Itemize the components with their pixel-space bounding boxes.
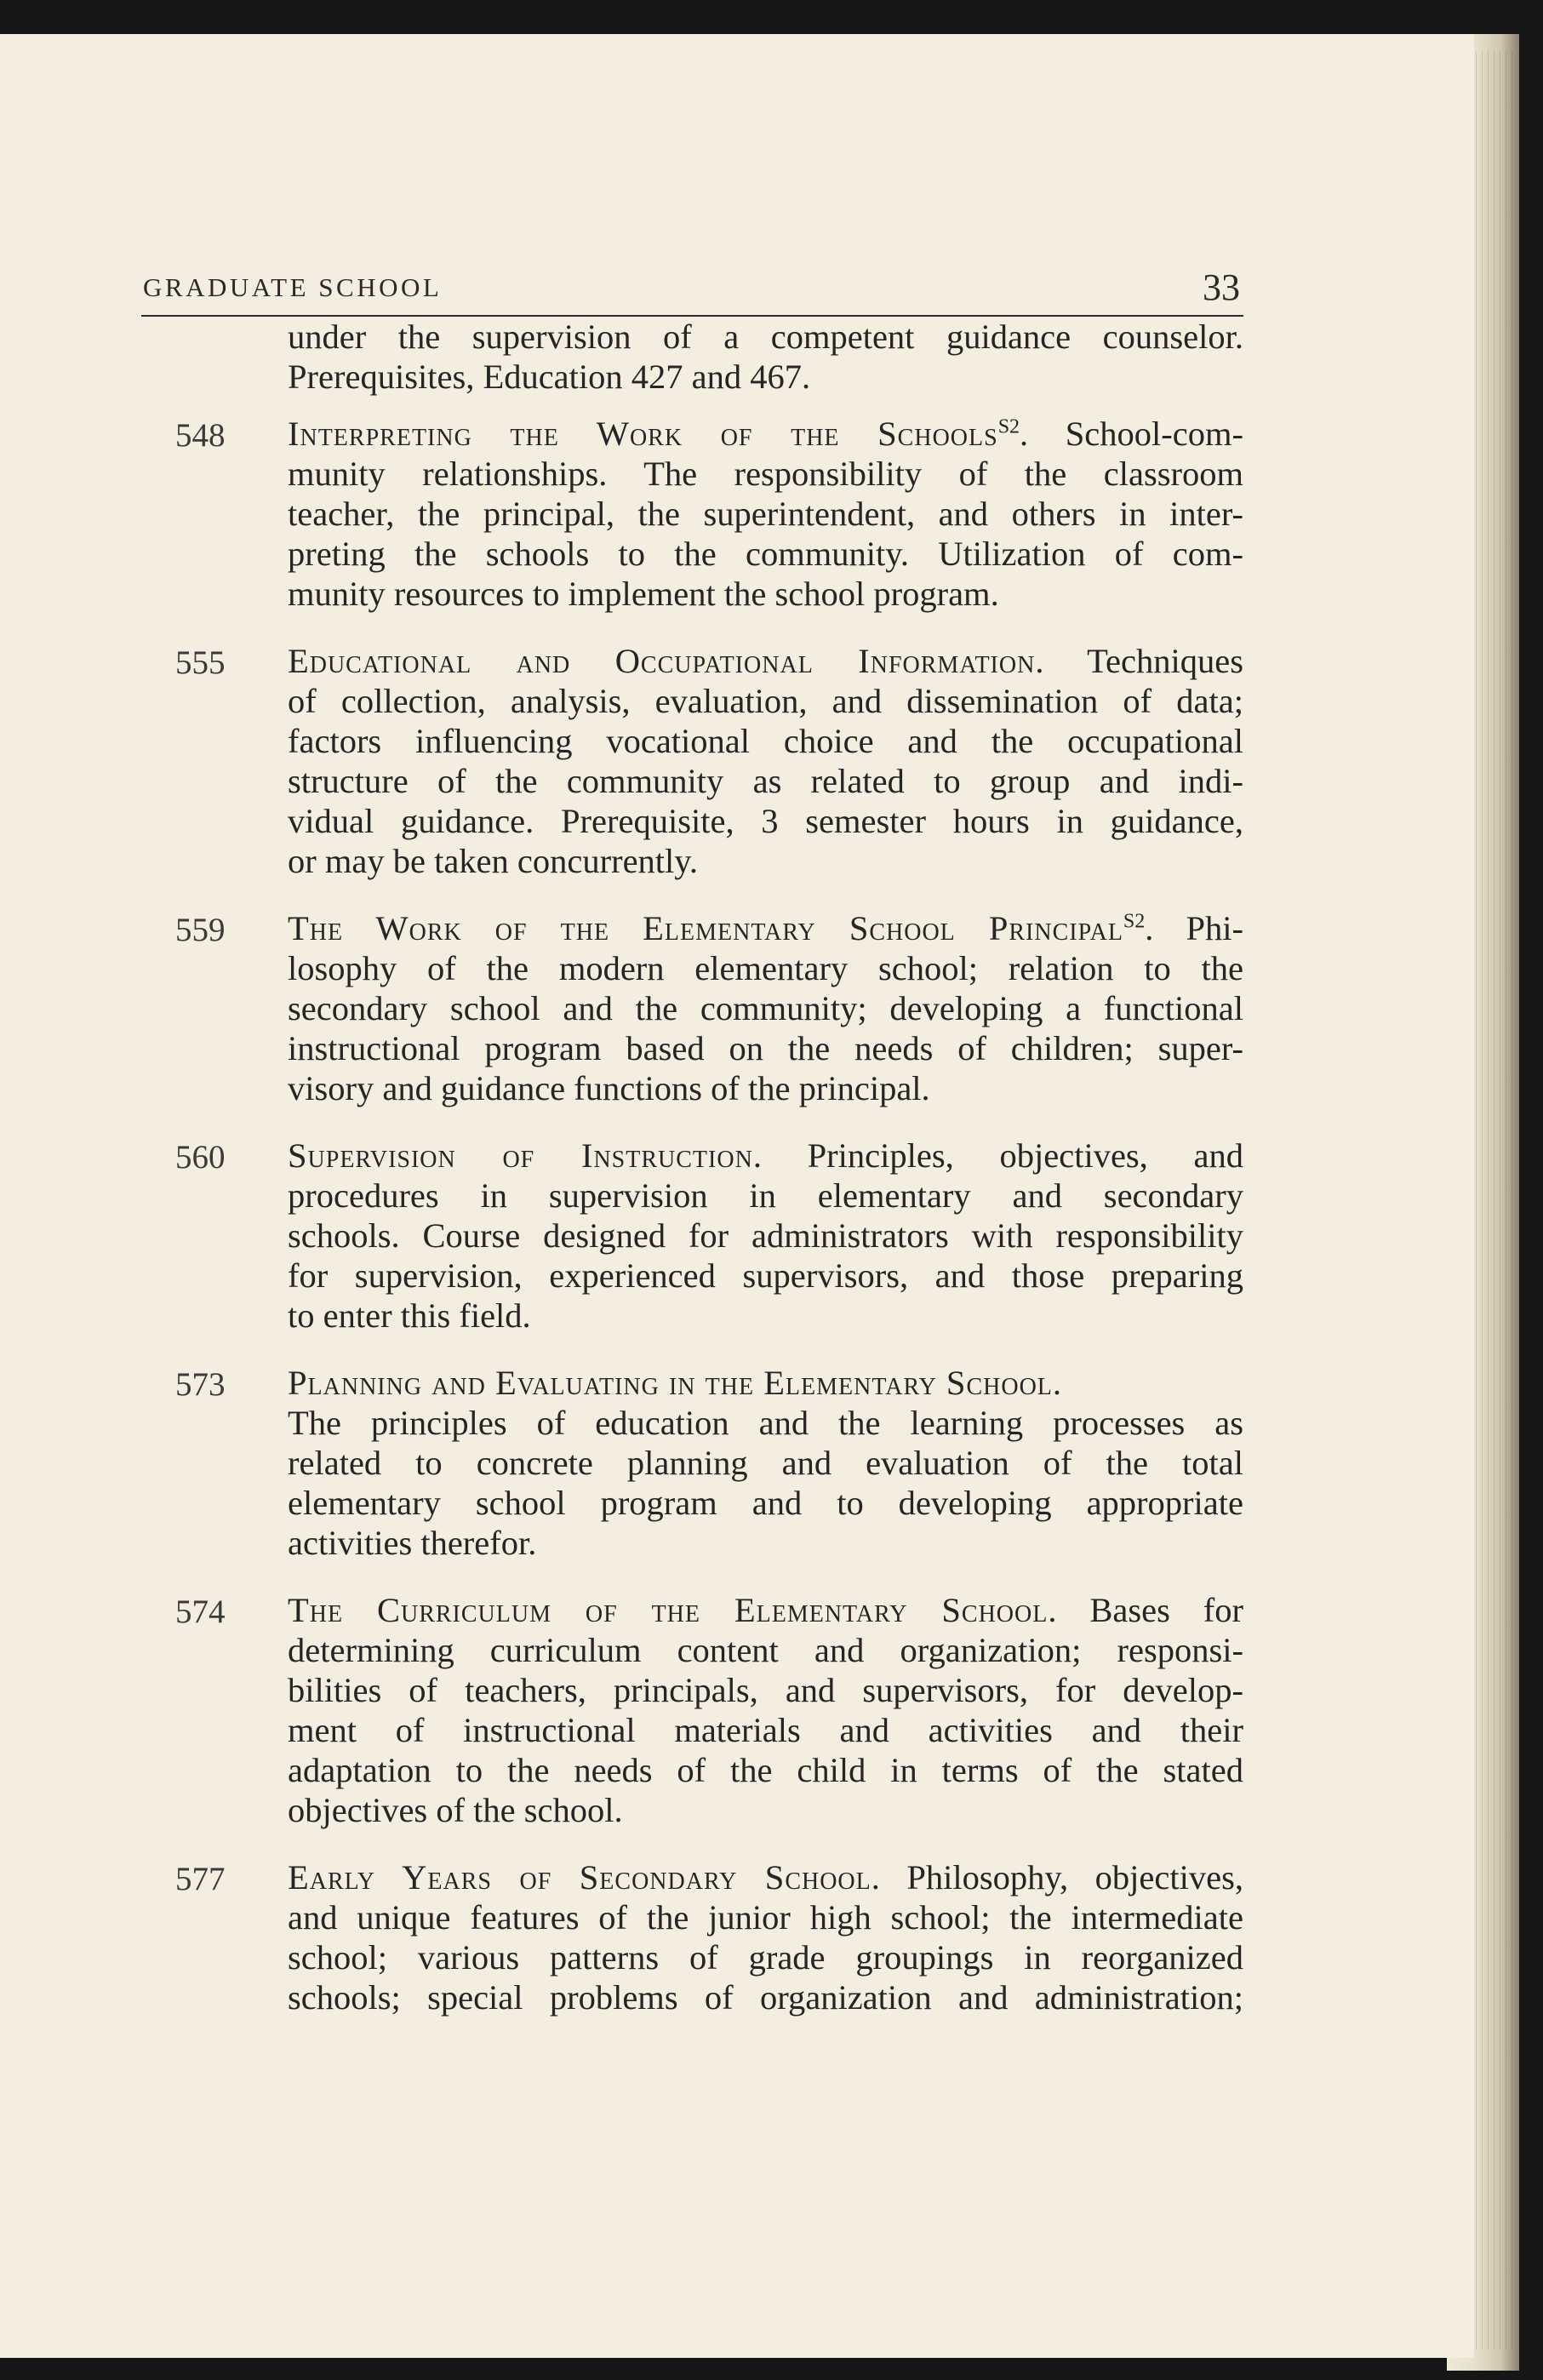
course-title-line [288, 1590, 1243, 1631]
course-title-line [288, 641, 1243, 682]
course-description-line: to enter this field. [288, 1296, 531, 1335]
course-description-line: bilities of teachers, principals, and supervisors, for develop- [288, 1671, 1243, 1709]
page-number: 33 [1203, 266, 1240, 308]
course-description-line: The principles of education and the learning processes as [288, 1404, 1243, 1442]
course-description-line: activities therefor. [288, 1524, 537, 1562]
course-description-line: objectives of the school. [288, 1791, 623, 1829]
course-description-line: for supervision, experienced supervisors, and those preparing [288, 1256, 1243, 1295]
course-description-start: . Principles, objectives, and [752, 1136, 1244, 1175]
course-title-line [288, 1136, 1243, 1176]
continuation-line: under the supervision of a competent guidance counselor. [288, 318, 1243, 356]
book-page [0, 34, 1474, 2358]
course-title-line [288, 1363, 1243, 1404]
course-description-line: related to concrete planning and evaluation of the total [288, 1444, 1243, 1482]
course-description-start: . Techniques [1035, 642, 1243, 680]
course-description-start: . Phi- [1145, 909, 1243, 947]
course-title: Educational and Occupational Information [288, 642, 1036, 680]
course-description-line: adaptation to the needs of the child in terms of the stated [288, 1751, 1243, 1789]
course-description-line: structure of the community as related to group and indi- [288, 762, 1243, 800]
course-number: 577 [175, 1861, 226, 1897]
course-description-line: teacher, the principal, the superintendent, and others in inter- [288, 495, 1243, 533]
course-suffix: S2 [997, 415, 1020, 438]
course-number: 574 [175, 1593, 226, 1630]
course-title: Interpreting the Work of the Schools [288, 415, 998, 453]
course-description-line: elementary school program and to developing appropriate [288, 1484, 1243, 1522]
course-description-line: ment of instructional materials and activities and their [288, 1711, 1243, 1749]
course-number: 560 [175, 1139, 226, 1176]
course-number: 548 [175, 417, 226, 454]
course-description-line: of collection, analysis, evaluation, and dissemination of data; [288, 682, 1243, 720]
course-title: Early Years of Secondary School [288, 1858, 872, 1897]
course-description-line: visory and guidance functions of the principal. [288, 1069, 930, 1107]
course-suffix: S2 [1123, 910, 1146, 933]
course-description-line: and unique features of the junior high school; the intermediate [288, 1898, 1243, 1937]
course-description-start: . School-com- [1020, 415, 1243, 453]
course-description-line: school; various patterns of grade groupings in reorganized [288, 1938, 1243, 1977]
course-title: The Curriculum of the Elementary School [288, 1591, 1049, 1629]
course-title-line [288, 908, 1243, 949]
course-title: Planning and Evaluating in the Elementary School [288, 1364, 1053, 1402]
course-title: The Work of the Elementary School Principal [288, 909, 1123, 947]
course-description-line: preting the schools to the community. Utilization of com- [288, 535, 1243, 573]
course-description-start: . Bases for [1048, 1591, 1243, 1629]
course-description-line: factors influencing vocational choice and the occupational [288, 722, 1243, 760]
course-title: Supervision of Instruction [288, 1136, 753, 1175]
course-title-line [288, 1857, 1243, 1898]
continuation-line: Prerequisites, Education 427 and 467. [288, 358, 811, 396]
course-number: 559 [175, 912, 226, 948]
course-number: 573 [175, 1366, 226, 1403]
course-description-start: . Philosophy, objectives, [871, 1858, 1243, 1897]
course-description-line: procedures in supervision in elementary and secondary [288, 1176, 1243, 1215]
course-description-line: or may be taken concurrently. [288, 842, 699, 880]
course-description-line: schools. Course designed for administrators with responsibility [288, 1216, 1243, 1255]
course-title-line [288, 414, 1243, 455]
course-description-line: losophy of the modern elementary school; relation to the [288, 949, 1243, 987]
course-description-line: schools; special problems of organization and administration; [288, 1978, 1243, 2017]
course-description-start: . [1052, 1364, 1062, 1402]
course-number: 555 [175, 644, 226, 681]
running-title: GRADUATE SCHOOL [143, 272, 443, 302]
course-description-line: munity resources to implement the school program. [288, 575, 999, 613]
course-description-line: vidual guidance. Prerequisite, 3 semester hours in guidance, [288, 802, 1243, 840]
course-description-line: instructional program based on the needs of children; super- [288, 1029, 1243, 1067]
course-description-line: secondary school and the community; developing a functional [288, 989, 1243, 1027]
course-description-line: determining curriculum content and organization; responsi- [288, 1631, 1243, 1669]
course-description-line: munity relationships. The responsibility of the classroom [288, 455, 1243, 493]
course-listing [0, 34, 1474, 2358]
